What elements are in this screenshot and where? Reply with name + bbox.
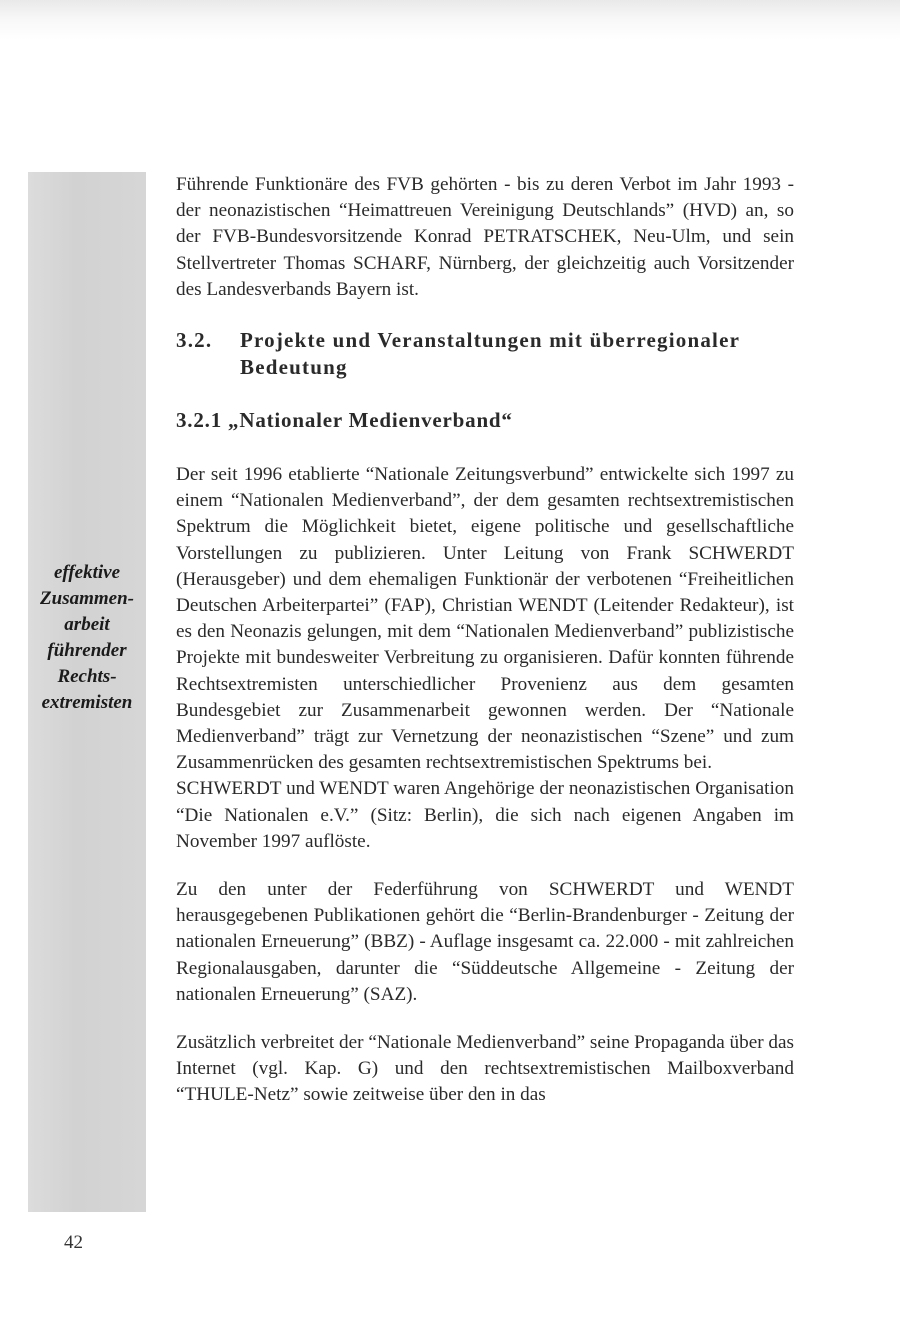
margin-note-line: effektive [53, 562, 121, 583]
margin-note [30, 560, 144, 716]
section-title: Projekte und Veranstaltungen mit überregionaler Bedeutung [240, 328, 740, 380]
paragraph-schwerdt-wendt: SCHWERDT und WENDT waren Angehörige der neonazistischen Organisation “Die Nationalen e.V.” (Sitz: Berlin), die sich nach eigenen Angaben im November 1997 auflöste. [176, 778, 794, 852]
subsection-heading: 3.2.1 „Nationaler Medienverband“ [176, 408, 513, 433]
page-number: 42 [64, 1232, 83, 1253]
section-heading [176, 327, 794, 381]
margin-note-line: extremisten [41, 692, 133, 713]
margin-note-line: Rechts- [57, 666, 117, 687]
margin-note-line: Zusammen- [40, 588, 134, 609]
margin-note-line: führender [47, 640, 127, 661]
paragraph-internet: Zusätzlich verbreitet der “Nationale Medienverband” seine Propaganda über das Internet (vgl. Kap. G) und den rechtsextremistischen Mailboxverband “THULE-Netz” sowie zeitweise über den in das [176, 1032, 795, 1106]
paragraph-publications: Zu den unter der Federführung von SCHWERDT und WENDT herausgegebenen Publikationen gehört die “Berlin-Brandenburger - Zeitung der nationalen Erneuerung” (BBZ) - Auflage insgesamt ca. 22.000 - mit zahlreichen Regionalausgaben, darunter die “Süddeutsche Allgemeine - Zeitung der nationalen Erneuerung” (SAZ). [176, 879, 794, 1005]
paragraph-medienverband: Der seit 1996 etablierte “Nationale Zeitungsverbund” entwickelte sich 1997 zu einem “Nationalen Medienverband”, der dem gesamten rechtsextremistischen Spektrum die Möglichkeit bietet, eigene politische und gesellschaftliche Vorstellungen zu publizieren. Unter Leitung von Frank SCHWERDT (Herausgeber) und dem ehemaligen Funktionär der verbotenen “Freiheitlichen Deutschen Arbeiterpartei” (FAP), Christian WENDT (Leitender Redakteur), ist es den Neonazis gelungen, mit dem “Nationalen Medienverband” publizistische Projekte mit bundesweiter Verbreitung zu organisieren. Dafür konnten führende Rechtsextremisten unterschiedlicher Provenienz aus dem gesamten Bundesgebiet zur Zusammenarbeit gewonnen werden. Der “Nationale Medienverband” trägt zur Vernetzung der neonazistischen “Szene” und zum Zusammenrücken des gesamten rechtsextremistischen Spektrums bei. [176, 464, 794, 774]
paragraph-fvb-functionaries: Führende Funktionäre des FVB gehörten - bis zu deren Verbot im Jahr 1993 - der neonazistischen “Heimattreuen Vereinigung Deutschlands” (HVD) an, so der FVB-Bundesvorsitzende Konrad PETRATSCHEK, Neu-Ulm, und sein Stellvertreter Thomas SCHARF, Nürnberg, der gleichzeitig auch Vorsitzender des Landesverbands Bayern ist. [176, 174, 794, 300]
section-number: 3.2. [176, 328, 213, 353]
main-text-column [176, 172, 794, 1109]
margin-note-line: arbeit [64, 614, 110, 635]
